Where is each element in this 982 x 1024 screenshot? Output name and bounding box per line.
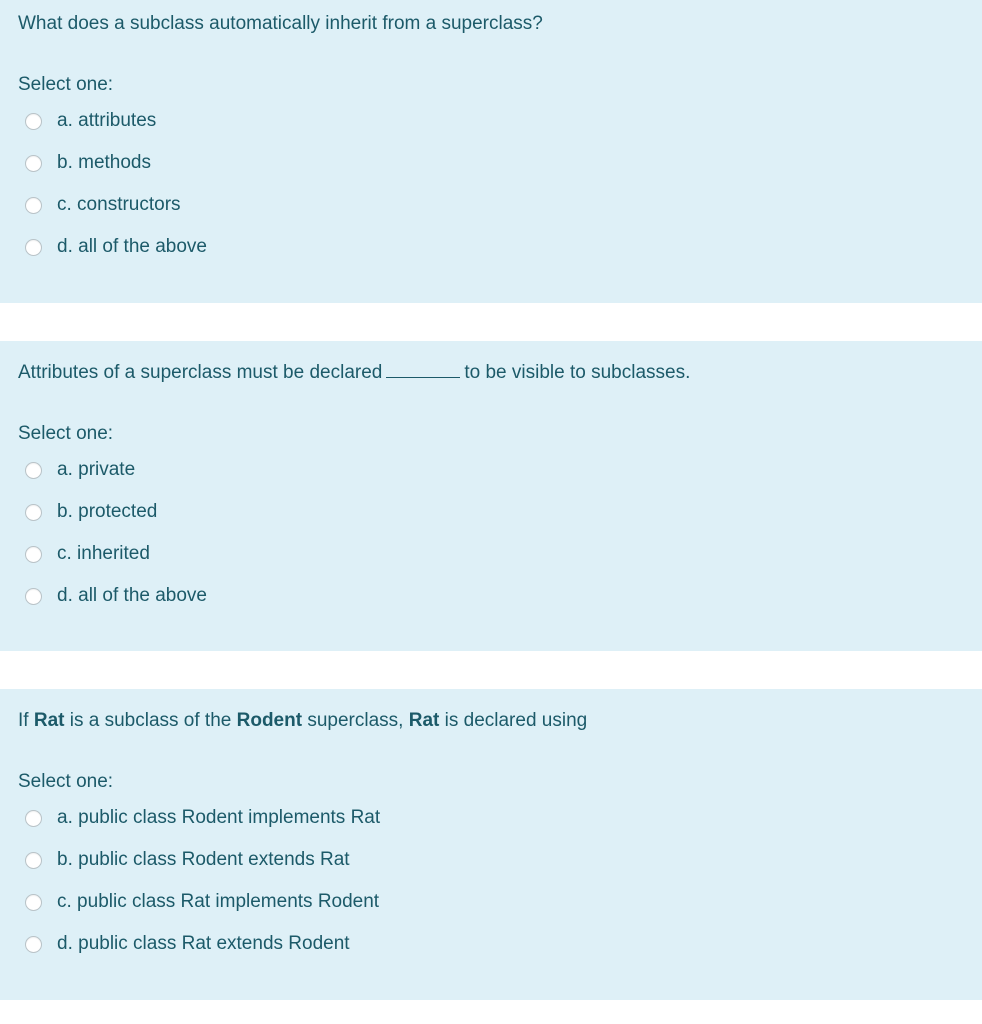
question-3-select-prompt: Select one: [18, 771, 114, 792]
question-3-option-c[interactable] [25, 890, 379, 914]
question-1-option-b[interactable] [25, 151, 151, 175]
option-label[interactable]: b. methods [57, 152, 151, 173]
question-3-option-d[interactable] [25, 932, 350, 956]
radio-button[interactable] [25, 155, 42, 172]
question-3-option-a[interactable] [25, 806, 380, 830]
option-label[interactable]: c. constructors [57, 194, 181, 215]
fill-in-blank [386, 361, 460, 378]
radio-button[interactable] [25, 936, 42, 953]
option-label[interactable]: d. public class Rat extends Rodent [57, 933, 350, 954]
question-3-text-bold: Rat [408, 710, 440, 731]
question-3-text-bold: Rat [33, 710, 65, 731]
option-label[interactable]: d. all of the above [57, 585, 207, 606]
option-label[interactable]: c. inherited [57, 543, 150, 564]
question-2-option-d[interactable] [25, 584, 207, 608]
question-3-text-part: If [18, 710, 34, 731]
question-2-text-after: to be visible to subclasses. [464, 362, 691, 383]
radio-button[interactable] [25, 239, 42, 256]
option-label[interactable]: a. private [57, 459, 136, 480]
question-3-text [18, 709, 587, 733]
option-label[interactable]: b. protected [57, 501, 158, 522]
radio-button[interactable] [25, 113, 42, 130]
radio-button[interactable] [25, 504, 42, 521]
question-3-option-b[interactable] [25, 848, 350, 872]
question-1-select-prompt: Select one: [18, 74, 114, 95]
question-1-option-c[interactable] [25, 193, 181, 217]
question-3 [0, 689, 982, 1000]
radio-button[interactable] [25, 852, 42, 869]
question-3-text-part: superclass, [302, 710, 409, 731]
question-2-option-c[interactable] [25, 542, 150, 566]
option-label[interactable]: a. attributes [57, 110, 157, 131]
question-2-text-before: Attributes of a superclass must be declared [18, 362, 383, 383]
radio-button[interactable] [25, 462, 42, 479]
radio-button[interactable] [25, 894, 42, 911]
radio-button[interactable] [25, 197, 42, 214]
option-label[interactable]: d. all of the above [57, 236, 207, 257]
radio-button[interactable] [25, 810, 42, 827]
option-label[interactable]: c. public class Rat implements Rodent [57, 891, 380, 912]
question-1 [0, 0, 982, 303]
question-3-text-bold: Rodent [236, 710, 303, 731]
question-3-text-part: is declared using [439, 710, 588, 731]
question-2 [0, 341, 982, 651]
option-label[interactable]: b. public class Rodent extends Rat [57, 849, 350, 870]
radio-button[interactable] [25, 546, 42, 563]
question-1-option-d[interactable] [25, 235, 207, 259]
radio-button[interactable] [25, 588, 42, 605]
question-1-text: What does a subclass automatically inherit from a superclass? [18, 13, 543, 34]
question-3-text-part: is a subclass of the [64, 710, 237, 731]
question-2-text [18, 361, 690, 385]
option-label[interactable]: a. public class Rodent implements Rat [57, 807, 381, 828]
question-2-option-a[interactable] [25, 458, 135, 482]
question-2-select-prompt: Select one: [18, 423, 114, 444]
question-2-option-b[interactable] [25, 500, 157, 524]
question-1-option-a[interactable] [25, 109, 156, 133]
